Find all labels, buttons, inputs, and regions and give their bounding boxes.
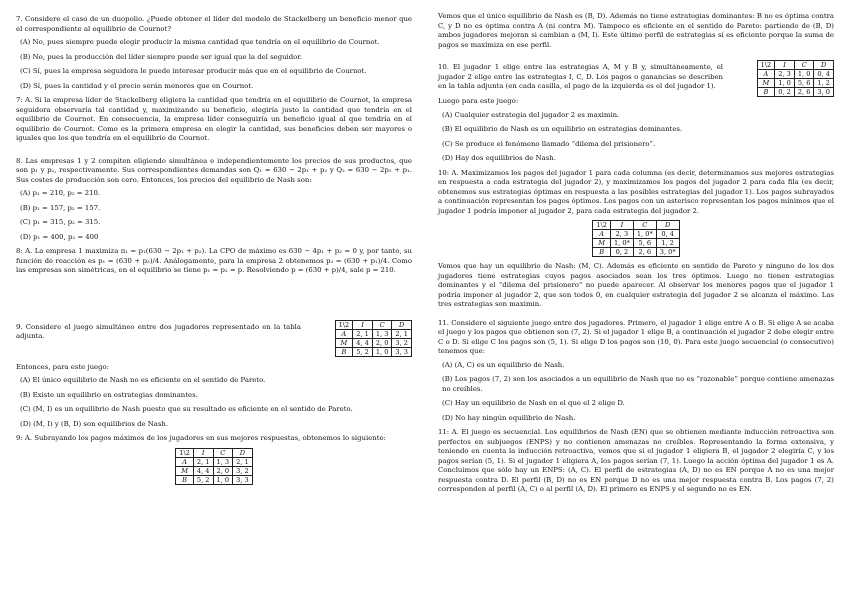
q10-cell: 1, 0 bbox=[775, 79, 795, 88]
q10-cell: 5, 6 bbox=[794, 79, 814, 88]
q7-option-d: (D) Sí, pues la cantidad y el precio serán menores que en Cournot. bbox=[20, 81, 254, 90]
q10-col-d: D bbox=[814, 61, 834, 70]
q9-cell: 1, 3 bbox=[372, 329, 392, 338]
q10m-corner: 1\2 bbox=[593, 221, 611, 230]
q9-cell: 2, 1 bbox=[353, 329, 373, 338]
q8-option-b: (B) p₁ = 157, p₂ = 157. bbox=[20, 203, 101, 212]
q8-option-d: (D) p₁ = 400, p₂ = 400 bbox=[20, 232, 99, 241]
q9-answer: 9: A. Subrayando los pagos máximos de los jugadores en sus mejores respuestas, obtenemos lo siguiente: bbox=[16, 434, 386, 442]
q9m-col-i: I bbox=[193, 448, 213, 457]
q9-payoff-table bbox=[335, 320, 412, 357]
q10-cell: 2, 3 bbox=[775, 70, 795, 79]
q9m-row-b: B bbox=[176, 475, 194, 484]
q9-cell: 2, 1 bbox=[392, 329, 412, 338]
q10-cell: 2, 6 bbox=[794, 88, 814, 97]
q10m-row-b: B bbox=[593, 248, 611, 257]
q9m-cell: 2, 1 bbox=[233, 457, 253, 466]
q10-option-b: (B) El equilibrio de Nash es un equilibrio en estrategias dominantes. bbox=[442, 125, 683, 133]
q9m-cell: 3, 3 bbox=[233, 475, 253, 484]
q9-table-row-b: B bbox=[335, 347, 353, 356]
q11-stem: 11. Considere el siguiente juego entre dos jugadores. Primero, el jugador 1 elige entre A o B. Si elige A se acaba el juego y los pagos que obtienen son (7, 2). Si el jugador 1 elige B, a continuación el jugador 2 debe elegir entre C o D. Si elige C los pagos son (5, 1). Si elige D los pagos son (10, 0). Para este juego secuencial (o consecutivo) tenemos que: bbox=[438, 318, 834, 355]
q9m-cell: 1, 3 bbox=[213, 457, 233, 466]
q9m-cell: 1, 0 bbox=[213, 475, 233, 484]
q9-option-c: (C) (M, I) es un equilibrio de Nash puesto que su resultado es eficiente en el sentido de Pareto. bbox=[20, 405, 353, 413]
q10m-cell: 2, 6 bbox=[633, 248, 656, 257]
q10m-row-m: M bbox=[593, 239, 611, 248]
q10m-cell: 0, 2 bbox=[610, 248, 633, 257]
q10m-cell: 2, 3 bbox=[610, 230, 633, 239]
q9m-cell: 2, 0 bbox=[213, 466, 233, 475]
q9-stem-block bbox=[16, 320, 412, 357]
q10m-col-i: I bbox=[610, 221, 633, 230]
q9-option-d: (D) (M, I) y (B, D) son equilibrios de Nash. bbox=[20, 419, 169, 428]
q10-row-b: B bbox=[757, 88, 775, 97]
q9-table-col-d: D bbox=[392, 320, 412, 329]
q10-explanation: Vemos que hay un equilibrio de Nash: (M, C). Además es eficiente en sentido de Pareto y ninguno de los dos jugadores tiene estrategias cuyos pagos asociados sean los tres óptimos. Luego no tienen estrategias dominantes y el “dilema del prisionero” no puede aparecer. Al observar los menores pagos que el jugador 1 podría imponer al jugador 2, que son todos 0, en cualquier estrategia del jugador 2 se alcanza el máximo. Las tres estrategias son maximin. bbox=[438, 262, 834, 308]
q10m-cell: 1, 0* bbox=[610, 239, 633, 248]
q9m-row-a: A bbox=[176, 457, 194, 466]
q10-payoff-table bbox=[757, 60, 834, 97]
q10m-row-a: A bbox=[593, 230, 611, 239]
q10-marked-table bbox=[592, 220, 679, 257]
q9m-cell: 4, 4 bbox=[193, 466, 213, 475]
q10-option-d: (D) Hay dos equilibrios de Nash. bbox=[442, 154, 556, 162]
q9-cell: 1, 0 bbox=[372, 347, 392, 356]
q10m-cell: 0, 4 bbox=[656, 230, 679, 239]
q9m-row-m: M bbox=[176, 466, 194, 475]
q10-cell: 0, 2 bbox=[775, 88, 795, 97]
q10-cell: 1, 0 bbox=[794, 70, 814, 79]
q9-table-row-m: M bbox=[335, 338, 353, 347]
q8-answer: 8: A. La empresa 1 maximiza π₁ = p₁(630 − 2p₁ + p₂). La CPO de máximo es 630 − 4p₁ + p₂ = 0 y, por tanto, su función de reacción es p₁ = (630 + p₂)/4. Análogamente, para la empresa 2 obtenemos p₂ = (630 + p₁)/4. Como las empresas son simétricas, en el equilibrio se tiene p₁ = p₂ = p. Resolviendo p = (630 + p)/4, sale p = 210. bbox=[16, 247, 412, 274]
q10-corner: 1\2 bbox=[757, 61, 775, 70]
q10-col-c: C bbox=[794, 61, 814, 70]
q9m-cell: 5, 2 bbox=[193, 475, 213, 484]
q9-cell: 3, 3 bbox=[392, 347, 412, 356]
q9m-corner: 1\2 bbox=[176, 448, 194, 457]
q8-stem: 8. Las empresas 1 y 2 compiten eligiendo simultánea e independientemente los precios de sus productos, que son p₁ y p₂, respectivamente. Sus correspondientes demandas son Q₁ = 630 − 2p₁ + p₂ y Q₂ = 630 − 2p₂ + p₁. Sus costes de producción son cero. Entonces, los precios del equilibrio de Nash son: bbox=[16, 156, 412, 184]
q9-cell: 5, 2 bbox=[353, 347, 373, 356]
q11-option-c: (C) Hay un equilibrio de Nash en el que el 2 elige D. bbox=[442, 399, 625, 407]
q11-answer: 11: A. El juego es secuencial. Los equilibrios de Nash (EN) que se obtienen mediante inducción retroactiva son perfectos en subjuegos (ENPS) y no contienen amenazas no creíbles. Representando la forma extensiva, y teniendo en cuenta la inducción retroactiva, vemos que si el jugador 1 eligiera B, el jugador 2 elegiría C, y los pagos serían (5, 1). Si el jugador 1 eligiera A, los pagos serían (7, 1). Luego la acción óptima del jugador 1 es A. Concluimos que sólo hay un ENPS: (A, C). El perfil de estrategias (A, D) no es EN porque A no es una mejor respuesta contra D. El perfil (B, D) no es EN porque D no es una mejor respuesta contra B. Los pagos (7, 2) corresponden al perfil (A, C) o al perfil (A, D). El primero es ENPS y el segundo no es EN. bbox=[438, 428, 834, 493]
q9-option-a: (A) El único equilibrio de Nash no es eficiente en el sentido de Pareto. bbox=[20, 376, 266, 384]
q10-row-m: M bbox=[757, 79, 775, 88]
q10-cell: 3, 0 bbox=[814, 88, 834, 97]
q9-table-col-i: I bbox=[353, 320, 373, 329]
q9-continuation: Vemos que el único equilibrio de Nash es (B, D). Además no tiene estrategias dominantes: B no es óptima contra C, y D no es óptima contra A (ni contra M). Tampoco es eficiente en el sentido de Pareto: partiendo de (B, D) ambos jugadores mejoran si cambian a (M, I). Este último perfil de estrategias sí es eficiente porque la suma de pagos se maximiza en ese perfil. bbox=[438, 12, 834, 49]
q10-cell: 1, 2 bbox=[814, 79, 834, 88]
q11-option-a: (A) (A, C) es un equilibrio de Nash. bbox=[442, 360, 565, 369]
q7-option-b: (B) No, pues la producción del líder siempre puede ser igual que la del seguidor. bbox=[20, 52, 303, 61]
q7-stem: 7. Considere el caso de un duopolio. ¿Puede obtener el líder del modelo de Stackelberg un beneficio menor que el correspondiente al equilibrio de Cournot? bbox=[16, 15, 412, 33]
q9-cell: 4, 4 bbox=[353, 338, 373, 347]
q9-option-b: (B) Existe un equilibrio en estrategias dominantes. bbox=[20, 390, 198, 399]
q10m-cell: 1, 0* bbox=[633, 230, 656, 239]
q10m-cell: 3, 0* bbox=[656, 248, 679, 257]
q9-stem: 9. Considere el juego simultáneo entre dos jugadores representado en la tabla adjunta. bbox=[16, 322, 301, 340]
q7-answer: 7: A. Si la empresa líder de Stackelberg eligiera la cantidad que tendría en el equilibrio de Cournot, la empresa seguidora observaría tal cantidad y, maximizando su beneficio, elegiría justo la cantidad que tendría en el equilibrio de Cournot. En consecuencia, la empresa líder conseguiría un beneficio igual al que tendría en el equilibrio de Cournot. Como es la primera empresa en elegir la cantidad, sus beneficios deben ser mayores o iguales que los que tendría en el equilibrio de Cournot. bbox=[16, 96, 412, 142]
right-column bbox=[438, 12, 834, 499]
q10-option-a: (A) Cualquier estrategia del jugador 2 es maximin. bbox=[442, 110, 620, 119]
q9-table-row-a: A bbox=[335, 329, 353, 338]
q10m-col-d: D bbox=[656, 221, 679, 230]
q10-stem: 10. El jugador 1 elige entre las estrategias A, M y B y, simultáneamente, el jugador 2 elige entre las estrategias I, C, D. Los pagos o ganancias se describen en la tabla adjunta (en cada casilla, el pago de la izquierda es el del jugador 1). bbox=[438, 63, 723, 90]
q9-cell: 2, 0 bbox=[372, 338, 392, 347]
q9-cell: 3, 2 bbox=[392, 338, 412, 347]
q10m-col-c: C bbox=[633, 221, 656, 230]
q10-lead: Luego para este juego: bbox=[438, 97, 519, 105]
q10-stem-block bbox=[438, 60, 834, 97]
q9-table-col-c: C bbox=[372, 320, 392, 329]
q10m-cell: 1, 2 bbox=[656, 239, 679, 248]
q8-option-c: (C) p₁ = 315, p₂ = 315. bbox=[20, 218, 101, 226]
q10-option-c: (C) Se produce el fenómeno llamado “dilema del prisionero”. bbox=[442, 139, 656, 148]
q9-lead: Entonces, para este juego: bbox=[16, 362, 109, 371]
q9m-cell: 2, 1 bbox=[193, 457, 213, 466]
q10-row-a: A bbox=[757, 70, 775, 79]
q10-answer: 10: A. Maximizamos los pagos del jugador 1 para cada columna (es decir, determinamos sus mejores estrategias en respuesta a cada estrategia del jugador 2), y maximizamos los pagos del jugador 2 para cada fila (es decir, obtenemos sus estrategias óptimas en respuesta a las posibles estrategias del jugador 1). Los pagos subrayados a continuación representan los pagos óptimos. Los pagos con un asterisco representan los pagos mínimos que el jugador 1 podría imponer al jugador 2, para cada estrategia del jugador 2. bbox=[438, 168, 834, 215]
left-column bbox=[16, 12, 412, 490]
q11-option-b: (B) Los pagos (7, 2) son los asociados a un equilibrio de Nash que no es “razonable” porque contiene amenazas no creíbles. bbox=[442, 375, 834, 393]
q7-option-a: (A) No, pues siempre puede elegir producir la misma cantidad que tendría en el equilibrio de Cournot. bbox=[20, 38, 380, 46]
q9-marked-table bbox=[175, 448, 252, 485]
q8-option-a: (A) p₁ = 210, p₂ = 210. bbox=[20, 189, 101, 197]
q10-col-i: I bbox=[775, 61, 795, 70]
q9m-col-c: C bbox=[213, 448, 233, 457]
q9m-col-d: D bbox=[233, 448, 253, 457]
q9-table-corner: 1\2 bbox=[335, 320, 353, 329]
q10-cell: 0, 4 bbox=[814, 70, 834, 79]
q11-option-d: (D) No hay ningún equilibrio de Nash. bbox=[442, 413, 576, 422]
q7-option-c: (C) Sí, pues la empresa seguidora le puede interesar producir más que en el equilibrio de Cournot. bbox=[20, 67, 367, 75]
q10m-cell: 5, 6 bbox=[633, 239, 656, 248]
q9m-cell: 3, 2 bbox=[233, 466, 253, 475]
